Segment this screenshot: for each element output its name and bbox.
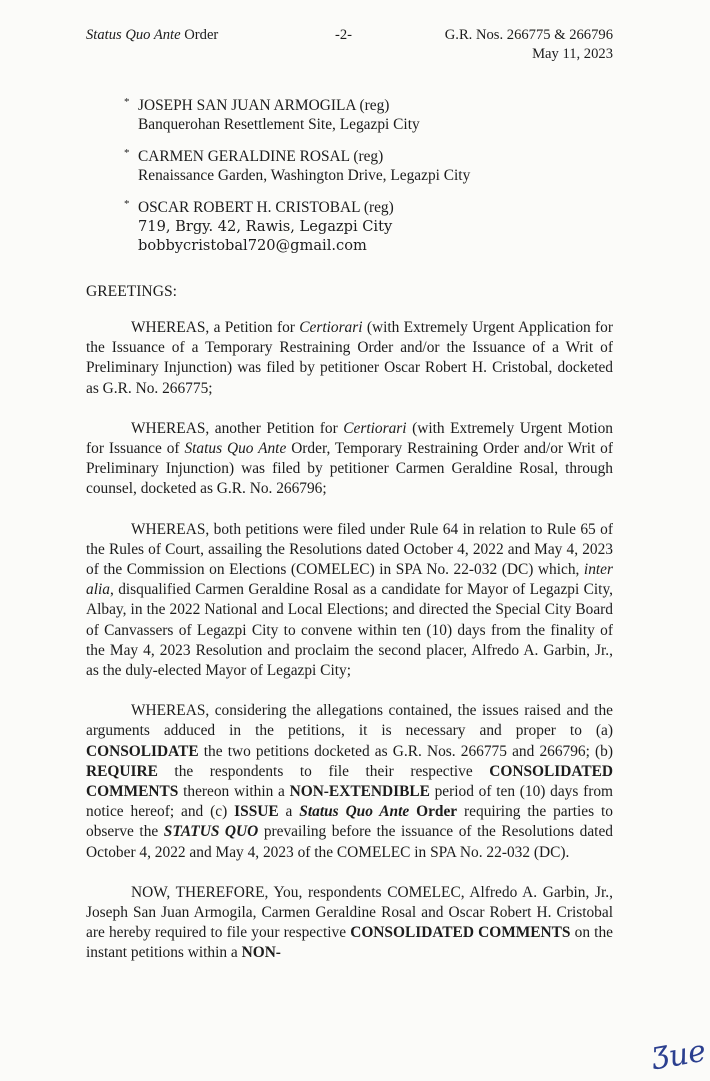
bullet-mark: *: [124, 197, 130, 210]
text-run: Certiorari: [343, 419, 407, 437]
text-run: WHEREAS, another Petition for: [131, 419, 344, 437]
text-run: REQUIRE: [86, 762, 158, 780]
text-run: the two petitions docketed as G.R. Nos. 266775 and 266796; (b): [198, 742, 613, 760]
paragraph-whereas-4: [86, 701, 613, 863]
bullet-mark: *: [124, 146, 130, 159]
paragraph-whereas-1: [86, 318, 613, 399]
addressee-name: JOSEPH SAN JUAN ARMOGILA (reg): [138, 97, 390, 114]
text-run: the respondents to file their respective: [157, 762, 490, 780]
greeting: GREETINGS:: [86, 283, 177, 300]
text-run: prevailing before the issuance of the Resolutions dated October 4, 2022 and May 4, 2023 of the COMELEC in SPA No. 22-032 (DC).: [86, 823, 613, 861]
header-title-rest: Order: [180, 27, 219, 43]
addressee-item: [120, 198, 660, 256]
text-run: Status Quo Ante: [299, 803, 410, 821]
page-number: -2-: [335, 27, 353, 43]
addressee-email: bobbycristobal720@gmail.com: [138, 237, 367, 255]
text-run: period of ten (10) days from notice hereof; and (c): [86, 783, 613, 821]
addressee-list: [120, 96, 660, 268]
text-run: CONSOLIDATED COMMENTS: [350, 924, 571, 942]
paragraph-whereas-2: [86, 419, 613, 500]
addressee-address: 719, Brgy. 42, Rawis, Legazpi City: [138, 218, 393, 236]
addressee-name: CARMEN GERALDINE ROSAL (reg): [138, 147, 384, 165]
text-run: ISSUE: [234, 803, 279, 821]
text-run: NON-EXTENDIBLE: [289, 783, 430, 801]
text-run: NON-: [241, 944, 281, 962]
bullet-mark: *: [124, 96, 130, 108]
text-run: Order, Temporary Restraining Order and/or Writ of Preliminary Injunction) was filed by petitioner Carmen Geraldine Rosal, through counsel, docketed as G.R. No. 266796;: [86, 440, 613, 498]
document-body: [86, 318, 613, 984]
text-run: CONSOLIDATE: [86, 742, 199, 760]
header-title-italic: Status Quo Ante: [86, 27, 181, 43]
text-run: Certiorari: [299, 319, 363, 336]
text-run: a: [278, 803, 300, 821]
addressee-address: Renaissance Garden, Washington Drive, Legazpi City: [138, 167, 471, 185]
text-run: thereon within a: [178, 783, 290, 801]
header-title: [86, 26, 218, 45]
text-run: NOW, THEREFORE, You, respondents COMELEC, Alfredo A. Garbin, Jr., Joseph San Juan Armogila, Carmen Geraldine Rosal and Oscar Robert H. Cristobal are hereby required to file your respective: [86, 883, 613, 942]
text-run: WHEREAS, both petitions were filed under Rule 64 in relation to Rule 65 of the Rules of Court, assailing the Resolutions dated October 4, 2022 and May 4, 2023 of the Commission on Elections (COMELEC) in SPA No. 22-032 (DC) which,: [86, 520, 613, 579]
text-run: Order: [409, 803, 458, 821]
header-case-info: [445, 26, 613, 64]
addressee-item: [120, 147, 660, 186]
text-run: WHEREAS, a Petition for: [131, 319, 300, 336]
addressee-item: [120, 96, 660, 135]
header-date: May 11, 2023: [532, 46, 613, 62]
text-run: STATUS QUO: [163, 823, 259, 841]
addressee-address: Banquerohan Resettlement Site, Legazpi City: [138, 116, 420, 134]
text-run: CONSOLIDATED COMMENTS: [86, 762, 613, 801]
paragraph-now-therefore: [86, 883, 613, 964]
text-run: (with Extremely Urgent Motion for Issuance of: [86, 419, 614, 458]
handwritten-initials: Ʒue: [649, 1033, 709, 1078]
text-run: inter alia: [86, 561, 613, 599]
addressee-name: OSCAR ROBERT H. CRISTOBAL (reg): [138, 198, 394, 216]
text-run: WHEREAS, considering the allegations contained, the issues raised and the arguments adduced in the petitions, it is necessary and proper to (a): [86, 702, 613, 740]
case-numbers: G.R. Nos. 266775 & 266796: [444, 27, 613, 43]
text-run: on the instant petitions within a: [86, 924, 613, 962]
text-run: , disqualified Carmen Geraldine Rosal as a candidate for Mayor of Legazpi City, Albay, in the 2022 National and Local Elections; and directed the Special City Board of Canvassers of Legazpi City to convene within ten (10) days from the finality of the May 4, 2023 Resolution and proclaim the second placer, Alfredo A. Garbin, Jr., as the duly-elected Mayor of Legazpi City;: [86, 581, 613, 680]
text-run: Status Quo Ante: [184, 440, 287, 458]
paragraph-whereas-3: [86, 520, 613, 682]
text-run: requiring the parties to observe the: [86, 803, 613, 841]
text-run: (with Extremely Urgent Application for the Issuance of a Temporary Restraining Order and/or the Issuance of a Writ of Preliminary Injunction) was filed by petitioner Oscar Robert H. Cristobal, docketed as G.R. No. 266775;: [86, 319, 613, 397]
